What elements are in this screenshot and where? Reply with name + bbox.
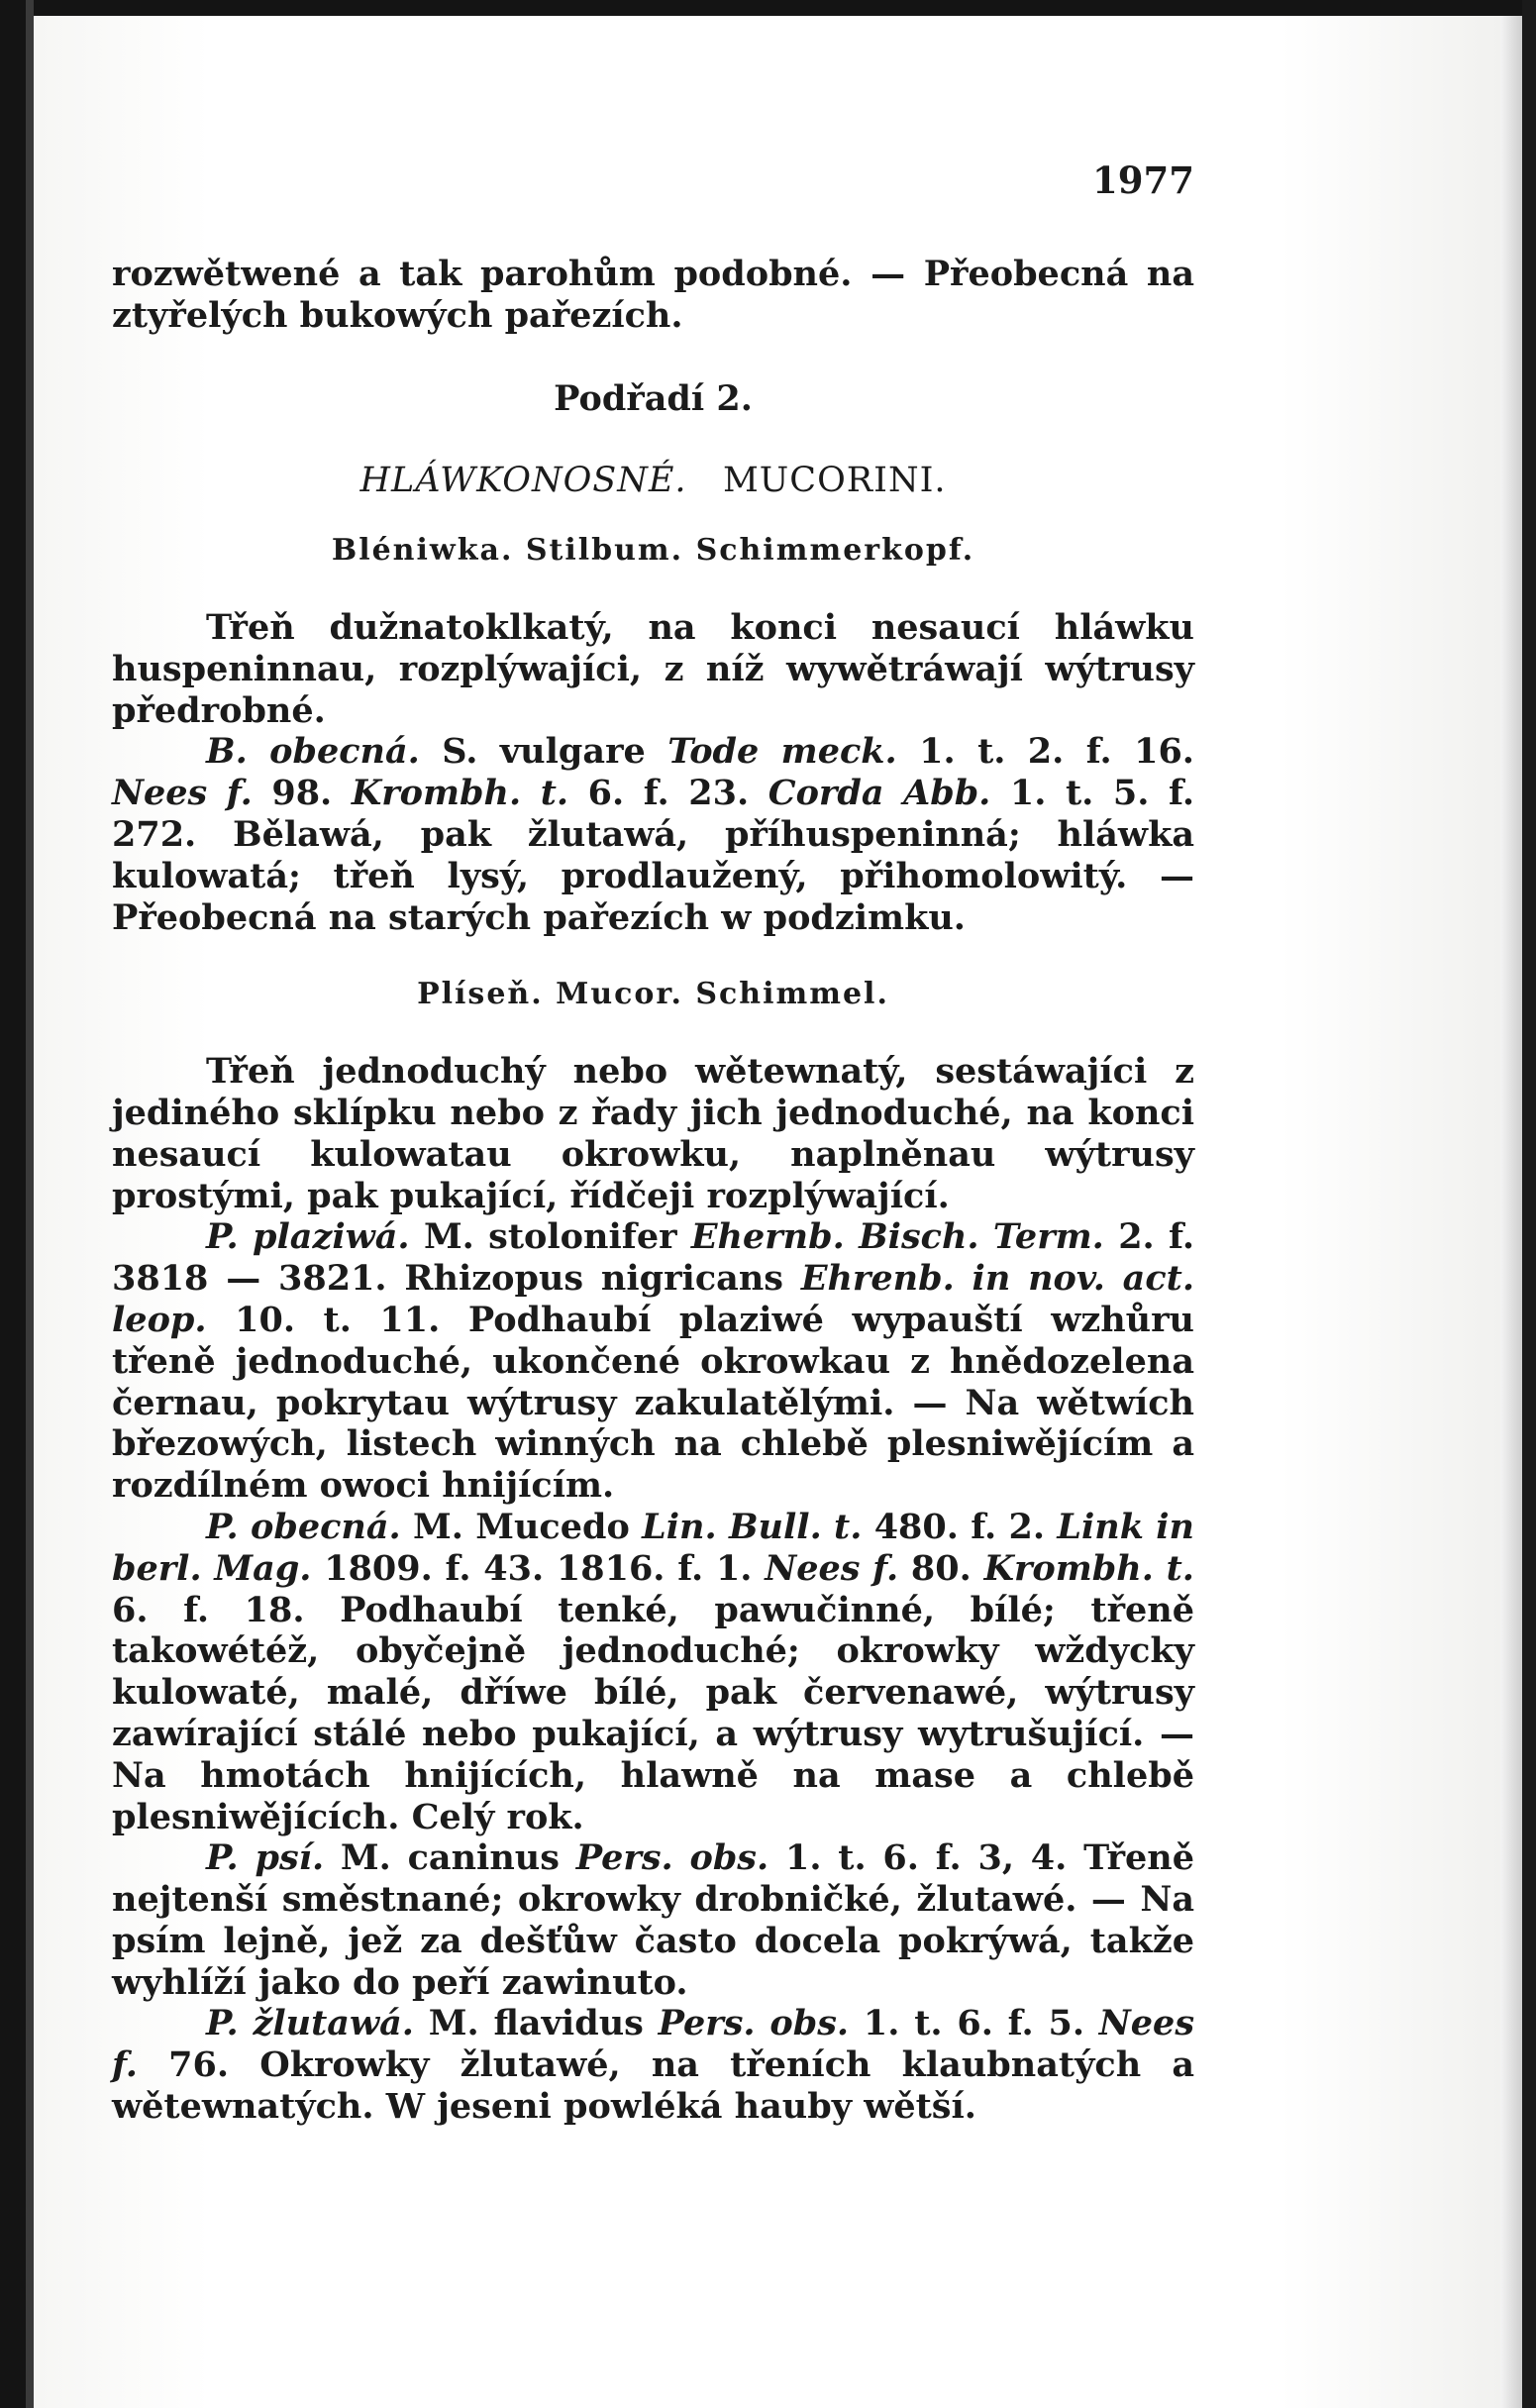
reference-detail: 80. [910,1547,972,1589]
species-latin: M. stolonifer [423,1216,677,1258]
scan-border-left-inner [26,0,34,2408]
reference-detail: 6. f. 23. [587,773,750,814]
reference: Nees f. [112,2003,1195,2086]
opening-paragraph: rozwětwené a tak parohům podobné. — Přeobecná na ztyřelých bukowých pařezích. [112,254,1194,336]
order-heading: Podřadí 2. [554,377,753,419]
reference: Link in berl. Mag. [112,1506,1194,1589]
reference-detail: 6. f. 18. [112,1589,305,1630]
species-description: Podhaubí tenké, pawučinné, bílé; třeně takowétéž, obyčejně jednoduché; okrowky wždycky kulowaté, malé, dříwe bílé, pak červenawé, wýtrusy zawírající stálé nebo pukající, a wýtrusy wytrušující. — Na hmotách hnijících, hlawně na mase a chlebě plesniwějících. Celý rok. [112,1589,1194,1837]
species-description: Bělawá, pak žlutawá, příhuspeninná; hláwka kulowatá; třeň lysý, prodlaužený, přihomolowitý. — Přeobecná na starých pařezích w podzimku. [112,813,1194,938]
scan-border-top [0,0,1536,16]
species-entry [112,731,1194,938]
reference-detail: 480. f. 2. [873,1506,1046,1547]
reference: Krombh. t. [983,1547,1194,1589]
species-entry [112,1837,1194,2003]
species-latin: S. vulgare [442,731,646,773]
genus-heading-stilbum: Bléniwka. Stilbum. Schimmerkopf. [331,533,975,569]
scan-border-right [1522,0,1536,2408]
species-name: P. plaziwá. [206,1216,410,1258]
reference: Corda Abb. [768,773,991,814]
family-heading [112,461,1194,502]
species-description: Třeně nejtenší směstnané; okrowky drobničké, žlutawé. — Na psím lejně, jež za dešťůw často docela pokrýwá, takže wyhlíží jako do peří zawinuto. [112,1837,1195,2003]
genus-heading-mucor: Plíseň. Mucor. Schimmel. [417,977,889,1012]
species-name: P. žlutawá. [206,2003,414,2044]
reference-detail: 76. [168,2044,230,2086]
genus-description-mucor: Třeň jednoduchý nebo wětewnatý, sestáwajíci z jediného sklípku nebo z řady jich jednoduché, na konci nesaucí kulowatau okrowku, naplněnau wýtrusy prostými, pak pukající, řídčeji rozplýwající. [112,1051,1194,1216]
species-latin: M. flavidus [428,2003,644,2044]
reference: Pers. obs. [575,1837,769,1879]
reference-detail: 1. t. 6. f. 5. [863,2003,1084,2044]
species-name: P. psí. [206,1837,325,1879]
reference-detail: 2. f. 3818 — 3821. [112,1216,1195,1300]
species-latin: M. caninus [340,1837,560,1879]
reference-detail: 10. t. 11. [235,1299,441,1340]
species-entry [112,1507,1194,1837]
species-name: P. obecná. [206,1506,401,1547]
page-edge-shadow [1500,16,1522,2408]
reference: Ehrenb. in nov. act. leop. [112,1258,1195,1340]
genus-description-stilbum: Třeň dužnatoklkatý, na konci nesaucí hláwku huspeninnau, rozplýwajíci, z níž wywětráwají wýtrusy předrobné. [112,606,1194,731]
reference: Pers. obs. [658,2003,850,2044]
reference-detail: 1. t. 5. f. 272. [112,773,1195,855]
species-name: B. obecná. [206,731,420,773]
reference: Ehernb. Bisch. Term. [690,1216,1104,1258]
reference-detail: 98. [271,773,333,814]
family-czech-name: HLÁWKONOSNÉ. [359,461,687,501]
reference: Nees f. [765,1547,899,1589]
reference: Tode meck. [667,731,897,773]
reference-detail: 1. t. 2. f. 16. [919,731,1194,773]
page-number: 1977 [1092,158,1194,202]
reference: Nees f. [112,773,253,814]
reference-detail: 1. t. 6. f. 3, 4. [784,1837,1068,1879]
species-description: Podhaubí plaziwé wypauští wzhůru třeně jednoduché, ukončené okrowkau z hnědozelena černau, pokrytau wýtrusy zakulatělými. — Na wětwích březowých, listech winných na chlebě plesniwějícím a rozdílném owoci hnijícím. [112,1299,1194,1507]
reference: Lin. Bull. t. [642,1506,863,1547]
reference-detail: 1809. f. 43. 1816. f. 1. [324,1547,753,1589]
species-latin: M. Mucedo [413,1506,630,1547]
page-text [112,158,1194,2128]
synonym: Rhizopus nigricans [404,1258,783,1300]
species-entry [112,1216,1194,1507]
reference: Krombh. t. [351,773,569,814]
species-entry [112,2003,1194,2127]
family-latin-name: MUCORINI. [722,461,947,501]
species-description: Okrowky žlutawé, na třeních klaubnatých a wětewnatých. W jeseni powléká hauby wětší. [112,2044,1194,2128]
